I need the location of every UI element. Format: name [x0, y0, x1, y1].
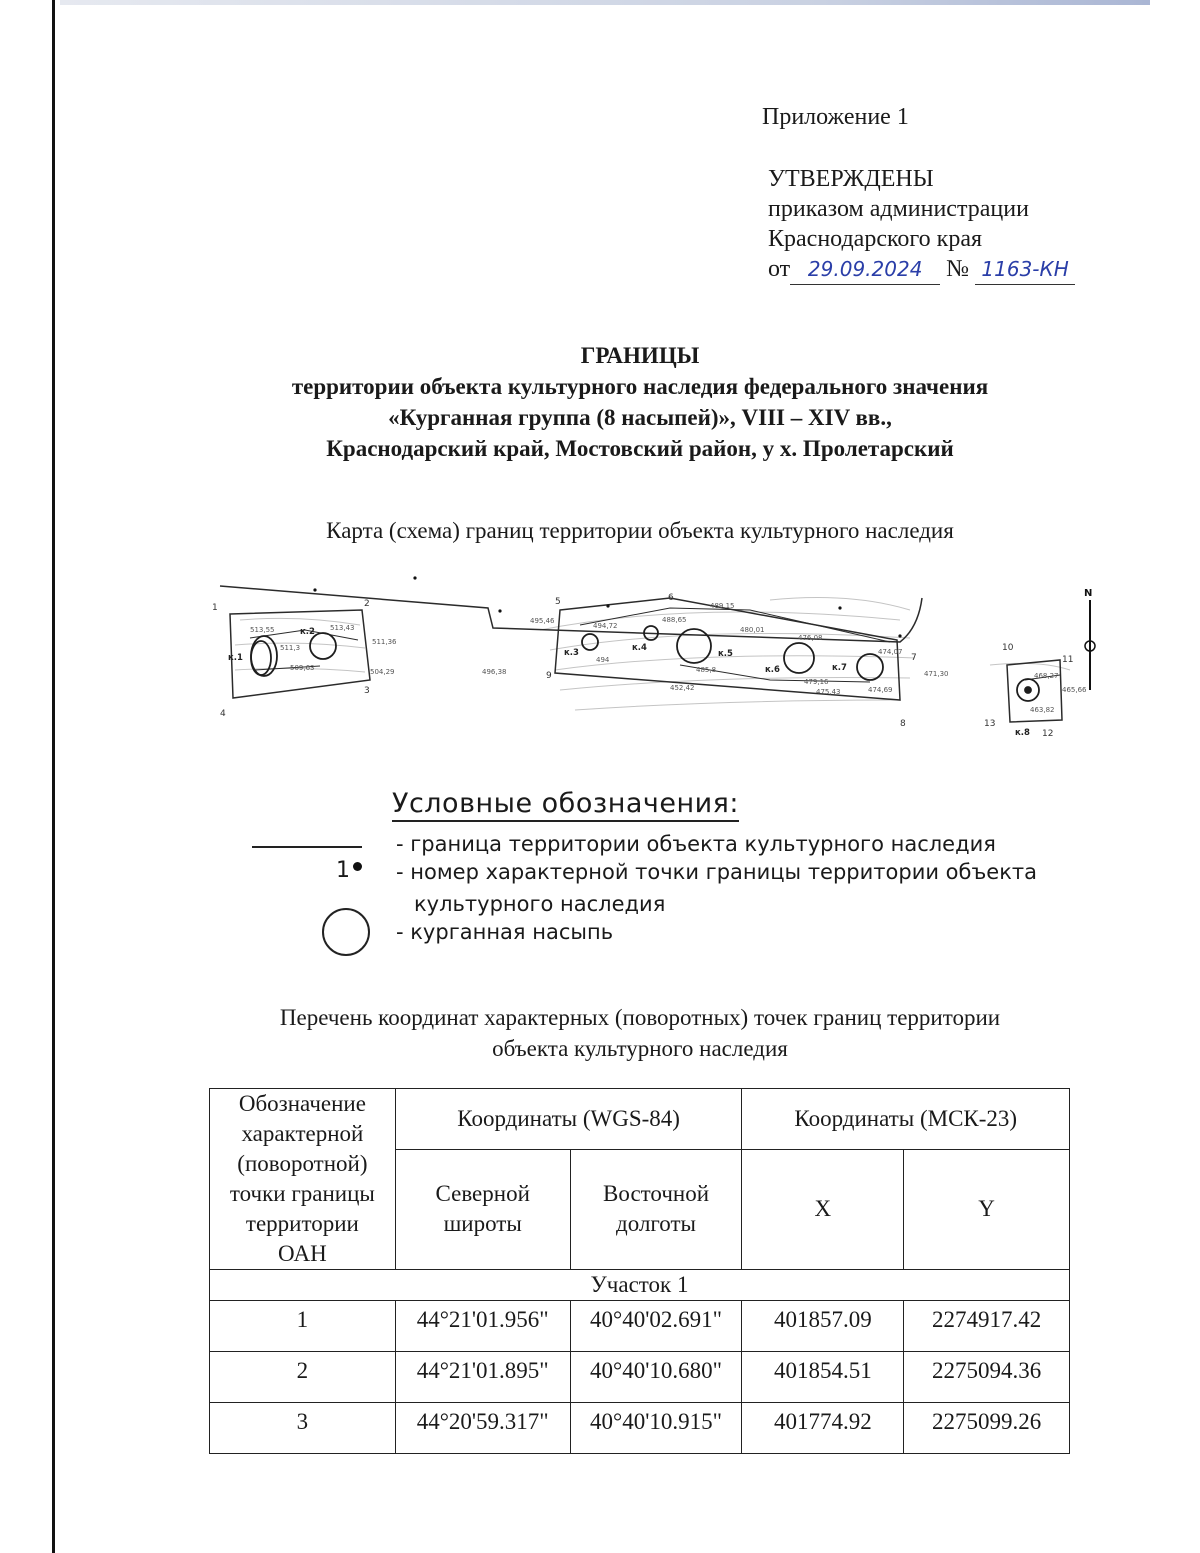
svg-text:480,01: 480,01: [740, 626, 765, 634]
legend-point-text-1: - номер характерной точки границы территории объекта: [396, 860, 1038, 884]
order-line-1: приказом администрации: [768, 196, 1029, 222]
svg-text:к.2: к.2: [300, 627, 315, 637]
svg-text:3: 3: [364, 686, 370, 696]
legend-point-text-2: культурного наследия: [414, 892, 666, 916]
svg-text:452,42: 452,42: [670, 684, 695, 692]
svg-text:к.1: к.1: [228, 653, 243, 663]
svg-text:476,08: 476,08: [798, 634, 823, 642]
svg-text:496,38: 496,38: [482, 668, 507, 676]
mound-k6: [784, 643, 814, 673]
svg-text:5: 5: [555, 597, 561, 607]
legend-boundary-sample: [252, 846, 362, 848]
table-row: 2 44°21'01.895" 40°40'10.680" 401854.51 2275094.36: [210, 1352, 1070, 1403]
table-row: 3 44°20'59.317" 40°40'10.915" 401774.92 2275099.26: [210, 1403, 1070, 1454]
svg-text:485,8: 485,8: [696, 666, 717, 674]
svg-text:511,3: 511,3: [280, 644, 301, 652]
coords-caption: Перечень координат характерных (поворотных) точек границ территории объекта культурного наследия: [279, 1005, 1001, 1061]
header-point-designation: Обозначение характерной (поворотной) точки границы территории ОАН: [210, 1089, 396, 1270]
coordinates-table: [209, 1088, 1070, 1454]
title-line-1: ГРАНИЦЫ: [580, 343, 700, 368]
boundary-map: [210, 570, 1110, 745]
svg-text:12: 12: [1042, 729, 1054, 739]
svg-text:11: 11: [1062, 655, 1074, 665]
document-title: [100, 340, 1180, 464]
svg-text:471,30: 471,30: [924, 670, 949, 678]
title-line-4: Краснодарский край, Мостовский район, у х. Пролетарский: [326, 436, 954, 461]
svg-text:504,29: 504,29: [370, 668, 395, 676]
handwritten-date: 29.09.2024: [807, 257, 923, 281]
svg-text:13: 13: [984, 719, 996, 729]
svg-text:1: 1: [212, 603, 218, 613]
svg-text:8: 8: [900, 719, 906, 729]
svg-text:9: 9: [546, 671, 552, 681]
svg-text:474,69: 474,69: [868, 686, 893, 694]
svg-text:475,43: 475,43: [816, 688, 841, 696]
legend-mound-circle-icon: [322, 908, 370, 956]
svg-text:513,43: 513,43: [330, 624, 355, 632]
svg-text:474,07: 474,07: [878, 648, 903, 656]
date-number-line: [768, 254, 1075, 285]
appendix-label: Приложение 1: [762, 104, 909, 130]
svg-text:488,65: 488,65: [662, 616, 687, 624]
scan-left-edge: [52, 0, 55, 1553]
approval-block: [768, 164, 1075, 285]
section-row: Участок 1: [210, 1270, 1070, 1301]
mound-k8-center: [1025, 687, 1031, 693]
contour-lines: [235, 598, 1070, 710]
svg-text:к.8: к.8: [1015, 728, 1030, 738]
header-latitude: Северной широты: [395, 1149, 570, 1269]
svg-text:к.7: к.7: [832, 663, 847, 673]
svg-text:N: N: [1084, 588, 1093, 599]
svg-text:509,63: 509,63: [290, 664, 315, 672]
mound-k3: [582, 634, 598, 650]
order-line-2: Краснодарского края: [768, 226, 983, 252]
elevation-labels: [250, 602, 1087, 714]
svg-text:к.3: к.3: [564, 648, 579, 658]
legend-title: Условные обозначения:: [392, 788, 739, 819]
svg-text:к.5: к.5: [718, 649, 733, 659]
svg-text:489,15: 489,15: [710, 602, 735, 610]
header-longitude: Восточной долготы: [570, 1149, 742, 1269]
header-msk23: Координаты (МСК-23): [742, 1089, 1070, 1150]
svg-text:479,16: 479,16: [804, 678, 829, 686]
point-numbers: [212, 593, 1073, 739]
svg-text:7: 7: [911, 653, 917, 663]
svg-text:495,46: 495,46: [530, 617, 555, 625]
svg-text:к.4: к.4: [632, 643, 647, 653]
svg-text:6: 6: [668, 593, 674, 603]
header-x: X: [742, 1149, 904, 1269]
number-prefix: №: [946, 256, 970, 282]
mound-k7: [857, 654, 883, 680]
svg-text:494,72: 494,72: [593, 622, 618, 630]
svg-text:4: 4: [220, 709, 226, 719]
title-line-2: территории объекта культурного наследия федерального значения: [291, 374, 989, 399]
svg-text:2: 2: [364, 599, 370, 609]
legend-point-sample: 1: [336, 858, 362, 883]
svg-text:465,66: 465,66: [1062, 686, 1087, 694]
svg-text:511,36: 511,36: [372, 638, 397, 646]
boundary-lines: [220, 586, 1062, 722]
approved-label: УТВЕРЖДЕНЫ: [768, 166, 934, 192]
date-prefix: от: [768, 256, 791, 282]
svg-text:494: 494: [596, 656, 610, 664]
map-caption: Карта (схема) границ территории объекта культурного наследия: [326, 518, 954, 543]
header-y: Y: [904, 1149, 1070, 1269]
svg-text:513,55: 513,55: [250, 626, 275, 634]
svg-text:к.6: к.6: [765, 665, 780, 675]
svg-text:10: 10: [1002, 643, 1014, 653]
north-arrow-icon: [1084, 588, 1095, 690]
header-wgs84: Координаты (WGS-84): [395, 1089, 742, 1150]
legend-mound-text: - курганная насыпь: [396, 920, 614, 944]
svg-text:463,82: 463,82: [1030, 706, 1055, 714]
svg-text:468,27: 468,27: [1034, 672, 1059, 680]
table-row: 1 44°21'01.956" 40°40'02.691" 401857.09 2274917.42: [210, 1301, 1070, 1352]
handwritten-number: 1163-КН: [981, 257, 1069, 281]
title-line-3: «Курганная группа (8 насыпей)», VIII – XIV вв.,: [388, 405, 892, 430]
legend-boundary-text: - граница территории объекта культурного наследия: [396, 832, 996, 856]
scan-top-edge: [60, 0, 1150, 5]
point-dot-icon: [353, 862, 362, 871]
